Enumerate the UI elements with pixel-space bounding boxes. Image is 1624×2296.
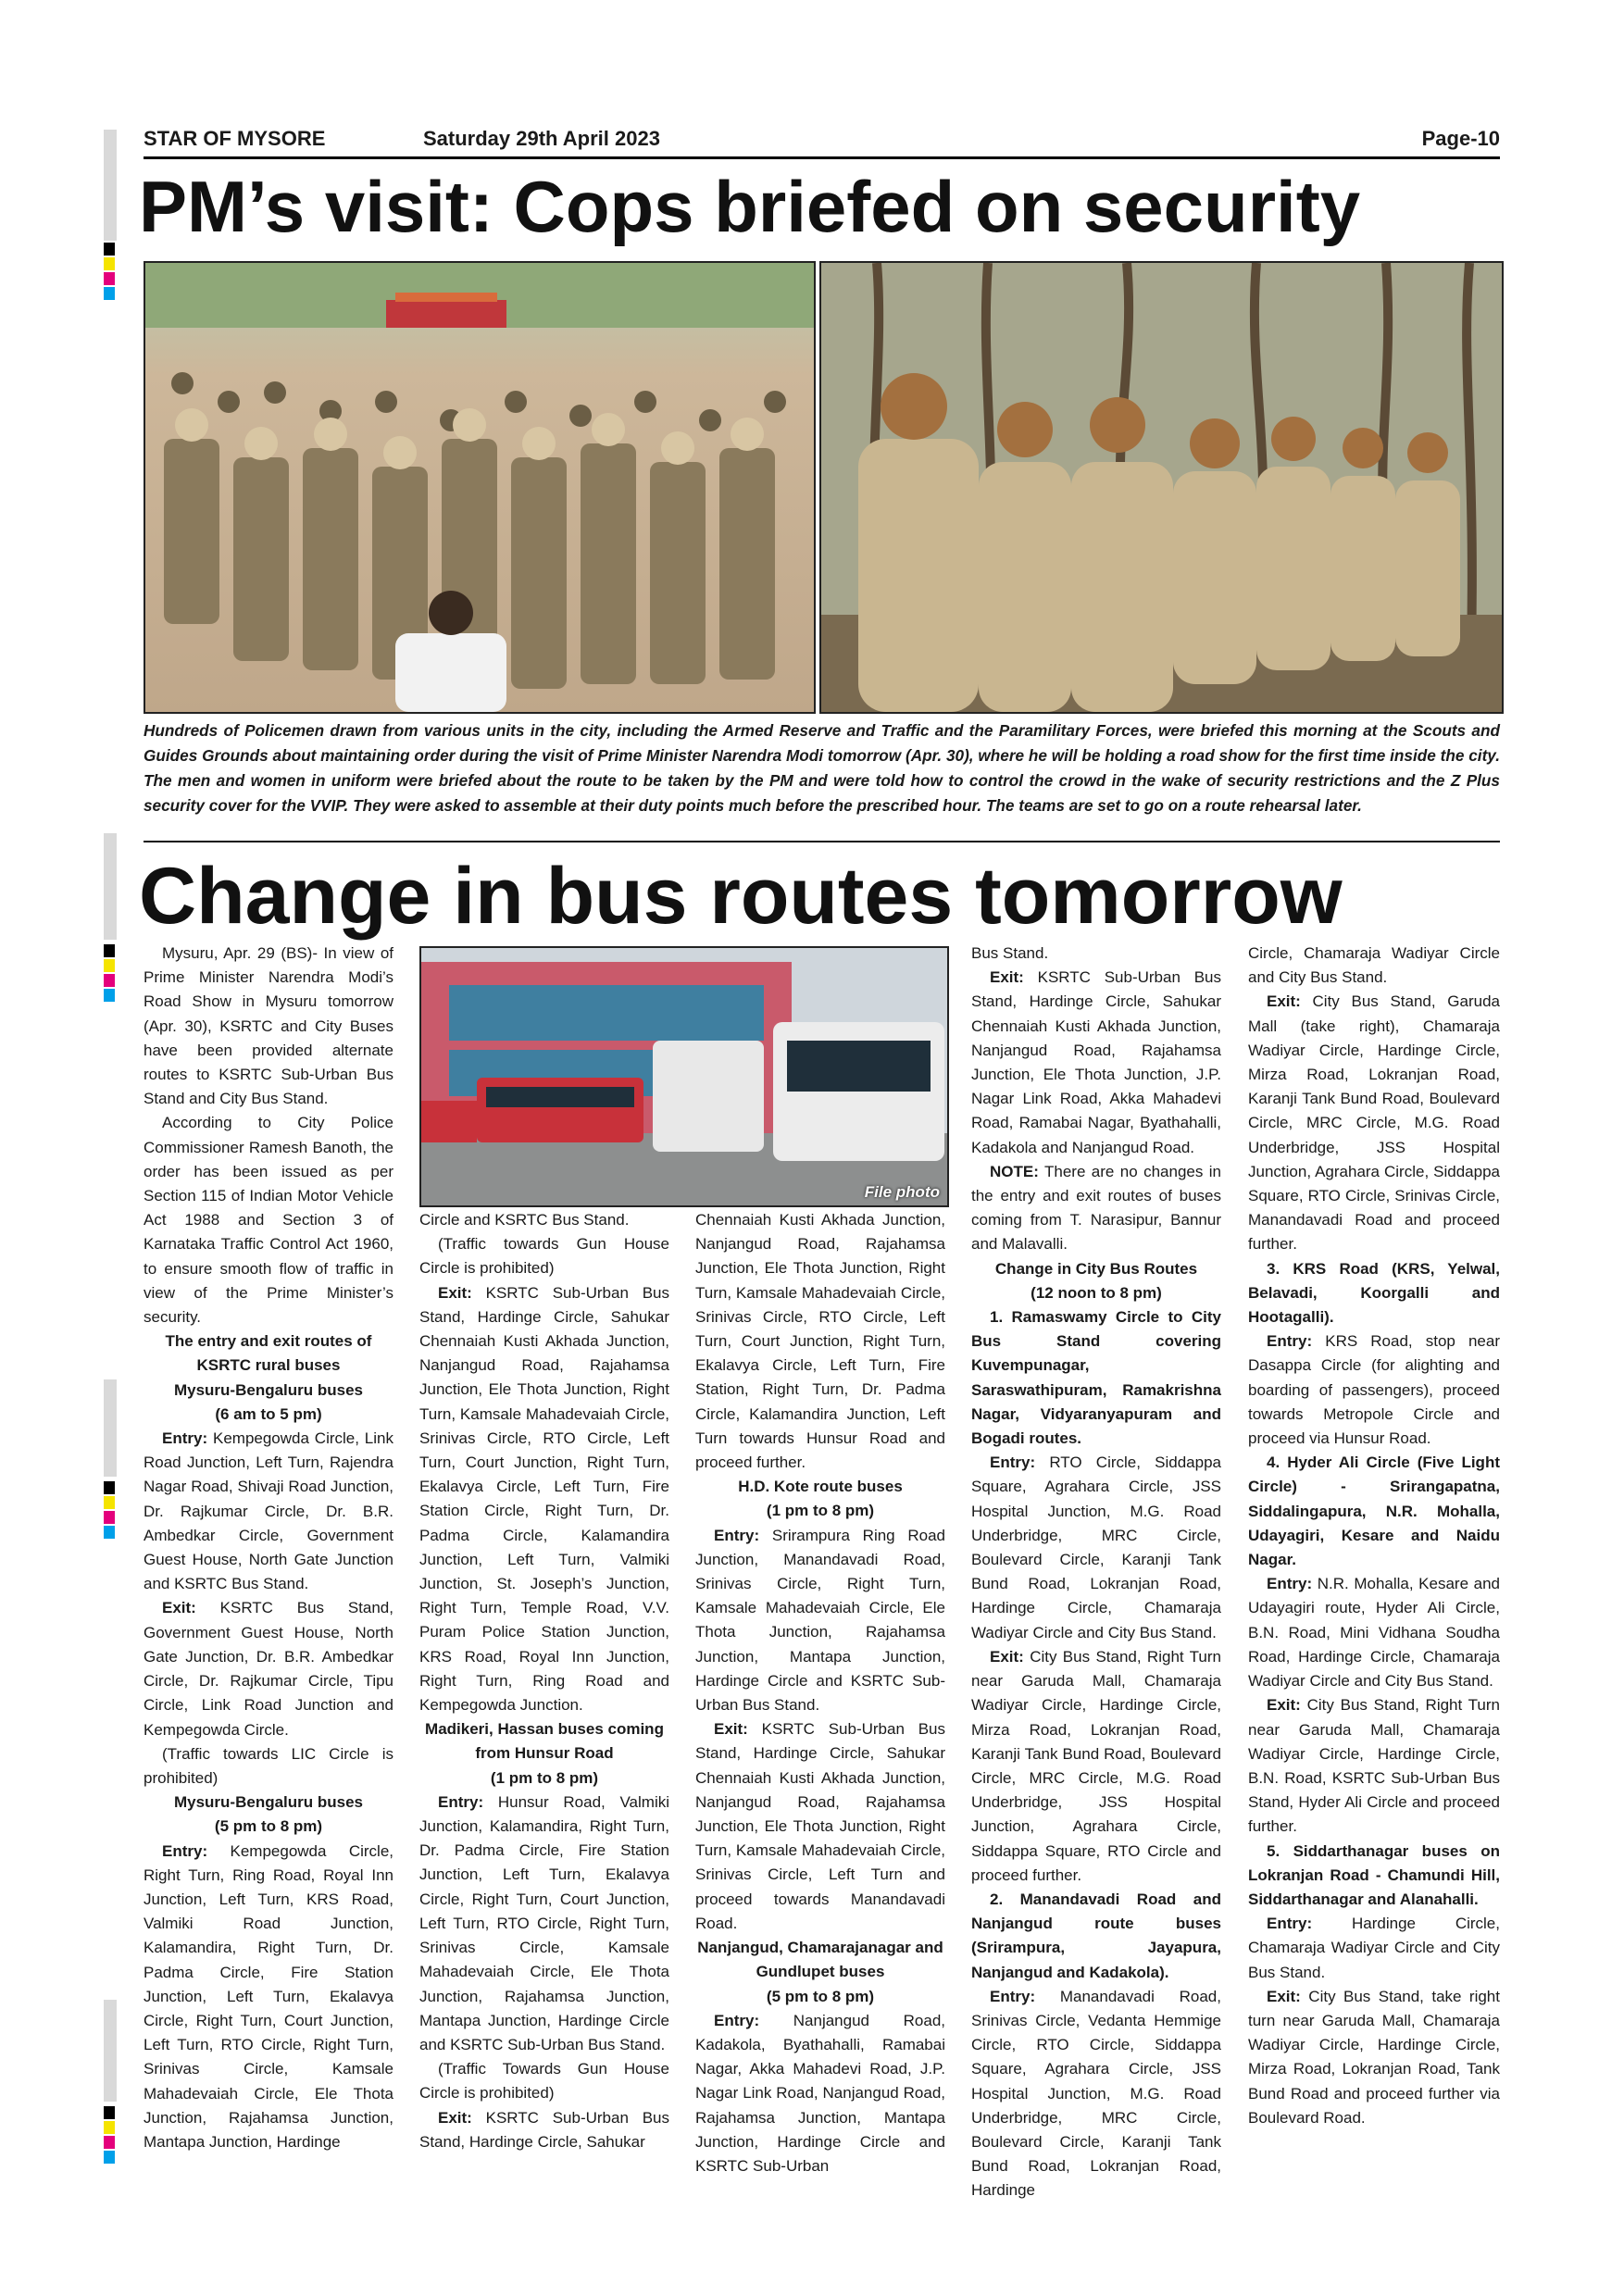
- route-note: (Traffic Towards Gun House Circle is prohibited): [419, 2060, 669, 2103]
- route-heading: 2. Manandavadi Road and Nanjangud route buses (Srirampura, Jayapura, Nanjangud and Kadakola).: [971, 1890, 1221, 1981]
- exit-label: Exit:: [714, 1720, 748, 1739]
- margin-bar: [104, 2000, 117, 2102]
- route-heading: 5. Siddarthanagar buses on Lokranjan Road - Chamundi Hill, Siddarthanagar and Alanahalli.: [1248, 1841, 1500, 1908]
- route-exit: Exit: KSRTC Sub-Urban Bus Stand, Hardinge Circle, Sahukar Chennaiah Kusti Akhada Junction, Nanjangud Road, Rajahamsa Junction, Ele Thota Junction, Right Turn, Kamsale Mahadevaiah Circle, Srinivas Circle, RTO Circle, Left Turn, Court Junction, Right Turn, Ekalavya Circle, Left Turn, Fire Station Circle, Right Turn, Dr. Padma Circle, Kalamandira Junction, Left Turn, Valmiki Junction, St. Joseph’s Junction, Right Turn, Temple Road, V.V. Puram Police Station Junction, KRS Road, Royal Inn Junction, Right Turn, Ring Road and Kempegowda Junction.: [419, 1283, 669, 1715]
- headline-bus-routes: Change in bus routes tomorrow: [139, 852, 1343, 941]
- route-entry: Entry: Kempegowda Circle, Right Turn, Ring Road, Royal Inn Junction, Left Turn, KRS Road, Valmiki Road Junction, Kalamandira, Right Turn, Dr. Padma Circle, Fire Station Junction, Left Turn, Ekalavya Circle, Right Turn, Court Junction, Left Turn, RTO Circle, Right Turn, Srinivas Circle, Kamsale Mahadevaiah Circle, Ele Thota Junction, Rajahamsa Junction, Mantapa Junction, Hardinge: [144, 1841, 394, 2151]
- issue-date: Saturday 29th April 2023: [423, 127, 660, 150]
- route-note: (Traffic towards LIC Circle is prohibited): [144, 1744, 394, 1787]
- exit-label: Exit:: [1267, 992, 1301, 1011]
- reg-mark-yellow: [104, 257, 115, 270]
- route-exit: Exit: City Bus Stand, Garuda Mall (take right), Chamaraja Wadiyar Circle, Hardinge Circle, Mirza Road, Lokranjan Road, Karanji Tank Bund Road, Boulevard Circle, MRC Circle, M.G. Road Underbridge, JSS Hospital Junction, Agrahara Circle, Siddappa Square, RTO Circle, Srinivas Circle, Manandavadi Road and proceed further.: [1248, 992, 1500, 1254]
- route-entry: Entry: N.R. Mohalla, Kesare and Udayagiri route, Hyder Ali Circle, B.N. Road, Mini Vidhana Soudha Road, Hardinge Circle, Chamaraja Wadiyar Circle and City Bus Stand.: [1248, 1575, 1501, 1691]
- article-column-4: [971, 942, 1221, 2203]
- reg-mark-black: [104, 2106, 115, 2119]
- route-note: (Traffic towards Gun House Circle is prohibited): [419, 1235, 669, 1278]
- paragraph: Mysuru, Apr. 29 (BS)- In view of Prime Minister Narendra Modi’s Road Show in Mysuru tomorrow (Apr. 30), KSRTC and City Buses have been provided alternate routes to KSRTC Sub-Urban Bus Stand and City Bus Stand.: [144, 944, 394, 1108]
- reg-mark-magenta: [104, 1511, 115, 1524]
- reg-mark-yellow: [104, 959, 115, 972]
- route-exit: Exit: KSRTC Sub-Urban Bus Stand, Hardinge Circle, Sahukar: [419, 2108, 669, 2151]
- entry-label: Entry:: [1267, 1915, 1313, 1933]
- time-window: (6 am to 5 pm): [215, 1404, 322, 1423]
- route-exit: Exit: KSRTC Bus Stand, Government Guest House, North Gate Junction, Dr. B.R. Ambedkar Circle, Dr. Rajkumar Circle, Tipu Circle, Link Road Junction and Kempegowda Circle.: [144, 1599, 394, 1739]
- photo-credit: File photo: [864, 1183, 940, 1201]
- subheading: Madikeri, Hassan buses coming from Hunsur Road: [425, 1720, 664, 1763]
- photo-bus-stand: [419, 946, 949, 1207]
- paragraph: According to City Police Commissioner Ramesh Banoth, the order has been issued as per Section 115 of Indian Motor Vehicle Act 1988 and Section 3 of Karnataka Traffic Control Act 1960, to ensure smooth flow of traffic in view of the Prime Minister’s security.: [144, 1114, 394, 1327]
- route-exit: Exit: City Bus Stand, Right Turn near Garuda Mall, Chamaraja Wadiyar Circle, Hardinge Circle, B.N. Road, KSRTC Sub-Urban Bus Stand, Hyder Ali Circle and proceed further.: [1248, 1696, 1500, 1836]
- reg-mark-magenta: [104, 2136, 115, 2149]
- time-window: (5 pm to 8 pm): [214, 1817, 323, 1836]
- route-entry: Entry: Srirampura Ring Road Junction, Manandavadi Road, Srinivas Circle, Right Turn, Kamsale Mahadevaiah Circle, Ele Thota Junction, Rajahamsa Junction, Mantapa Junction, Hardinge Circle and KSRTC Sub-Urban Bus Stand.: [695, 1526, 945, 1715]
- exit-label: Exit:: [1267, 1987, 1301, 2005]
- exit-label: Exit:: [162, 1599, 196, 1617]
- exit-label: Exit:: [438, 1283, 472, 1302]
- reg-mark-yellow: [104, 2121, 115, 2134]
- reg-mark-cyan: [104, 2151, 115, 2164]
- note-label: NOTE:: [990, 1162, 1039, 1180]
- headline-security: PM’s visit: Cops briefed on security: [139, 166, 1361, 247]
- exit-label: Exit:: [990, 968, 1024, 987]
- entry-label: Entry:: [162, 1841, 208, 1860]
- route-entry: Entry: Hunsur Road, Valmiki Junction, Kalamandira, Right Turn, Dr. Padma Circle, Fire Station Junction, Left Turn, Ekalavya Circle, Right Turn, Court Junction, Left Turn, RTO Circle, Right Turn, Srinivas Circle, Kamsale Mahadevaiah Circle, Ele Thota Junction, Rajahamsa Junction, Mantapa Junction, Hardinge Circle and KSRTC Sub-Urban Bus Stand.: [419, 1792, 669, 2053]
- reg-mark-magenta: [104, 974, 115, 987]
- reg-mark-cyan: [104, 989, 115, 1002]
- route-heading: 1. Ramaswamy Circle to City Bus Stand covering Kuvempunagar, Saraswathipuram, Ramakrishna Nagar, Vidyaranyapuram and Bogadi routes.: [971, 1308, 1221, 1448]
- article-column-5: [1248, 942, 1500, 2130]
- margin-bar: [104, 1379, 117, 1477]
- route-heading: 4. Hyder Ali Circle (Five Light Circle) - Srirangapatna, Siddalingapura, N.R. Mohalla, Udayagiri, Kesare and Naidu Nagar.: [1248, 1454, 1500, 1569]
- entry-label: Entry:: [438, 1792, 484, 1811]
- paragraph: Circle and KSRTC Bus Stand.: [419, 1211, 630, 1229]
- paragraph: Bus Stand.: [971, 944, 1049, 962]
- margin-bar: [104, 130, 117, 241]
- entry-label: Entry:: [990, 1987, 1036, 2005]
- route-exit: Exit: City Bus Stand, Right Turn near Garuda Mall, Chamaraja Wadiyar Circle, Hardinge Circle, Mirza Road, Lokranjan Road, Karanji Tank Bund Road, Boulevard Circle, MRC Circle, M.G. Road Underbridge, JSS Hospital Junction, Agrahara Circle, Siddappa Square, RTO Circle and proceed further.: [971, 1647, 1221, 1884]
- subheading: Mysuru-Bengaluru buses: [173, 1793, 364, 1812]
- exit-label: Exit:: [990, 1647, 1024, 1666]
- subheading: Mysuru-Bengaluru buses: [173, 1380, 364, 1399]
- article-column-2: [419, 1208, 669, 2154]
- entry-label: Entry:: [162, 1429, 208, 1448]
- photo-caption: Hundreds of Policemen drawn from various units in the city, including the Armed Reserve and Traffic and the Paramilitary Forces, were briefed this morning at the Scouts and Guides Grounds about maintaining order during the visit of Prime Minister Narendra Modi tomorrow (Apr. 30), where he will be holding a road show for the first time inside the city. The men and women in uniform were briefed about the route to be taken by the PM and were told how to control the crowd in the wake of security restrictions and the Z Plus security cover for the VVIP. They were asked to assemble at their duty points much before the prescribed hour. The teams are set to go on a route rehearsal later.: [144, 721, 1500, 815]
- reg-mark-magenta: [104, 272, 115, 285]
- entry-label: Entry:: [1267, 1332, 1313, 1351]
- exit-label: Exit:: [1267, 1696, 1301, 1715]
- route-heading: 3. KRS Road (KRS, Yelwal, Belavadi, Koorgalli and Hootagalli).: [1248, 1259, 1500, 1327]
- reg-mark-black: [104, 243, 115, 256]
- time-window: (12 noon to 8 pm): [1031, 1283, 1162, 1302]
- time-window: (1 pm to 8 pm): [490, 1768, 599, 1787]
- page-number: Page-10: [1421, 127, 1500, 150]
- route-exit: Exit: KSRTC Sub-Urban Bus Stand, Hardinge Circle, Sahukar Chennaiah Kusti Akhada Junction, Nanjangud Road, Rajahamsa Junction, Ele Thota Junction, Right Turn, Kamsale Mahadevaiah Circle, Srinivas Circle, Left Turn and proceed towards Manandavadi Road.: [695, 1720, 945, 1932]
- photo-police-grounds: [144, 261, 816, 714]
- route-entry: Entry: KRS Road, stop near Dasappa Circle (for alighting and boarding of passengers), proceed towards Metropole Circle and proceed via Hunsur Road.: [1248, 1332, 1500, 1448]
- paragraph: Circle, Chamaraja Wadiyar Circle and City Bus Stand.: [1248, 944, 1500, 987]
- reg-mark-black: [104, 1481, 115, 1494]
- photo-women-police: [819, 261, 1504, 714]
- section-rule: [144, 841, 1500, 842]
- subheading: Nanjangud, Chamarajanagar and Gundlupet buses: [697, 1939, 943, 1981]
- reg-mark-black: [104, 944, 115, 957]
- paper-name: STAR OF MYSORE: [144, 127, 326, 150]
- time-window: (5 pm to 8 pm): [766, 1987, 875, 2005]
- route-entry: Entry: RTO Circle, Siddappa Square, Agrahara Circle, JSS Hospital Junction, M.G. Road Underbridge, MRC Circle, Boulevard Circle, Karanji Tank Bund Road, Lokranjan Road, Hardinge Circle, Chamaraja Wadiyar Circle and City Bus Stand.: [971, 1454, 1221, 1641]
- reg-mark-cyan: [104, 1526, 115, 1539]
- entry-label: Entry:: [1267, 1575, 1313, 1593]
- route-exit: Exit: City Bus Stand, take right turn near Garuda Mall, Chamaraja Wadiyar Circle, Hardinge Circle, Mirza Road, Lokranjan Road, Tank Bund Road and proceed further via Boulevard Road.: [1248, 1987, 1500, 2127]
- entry-label: Entry:: [990, 1454, 1036, 1472]
- route-entry: Entry: Manandavadi Road, Srinivas Circle, Vedanta Hemmige Circle, RTO Circle, Siddappa Square, Agrahara Circle, JSS Hospital Junction, M.G. Road Underbridge, MRC Circle, Boulevard Circle, Karanji Tank Bund Road, Lokranjan Road, Hardinge: [971, 1987, 1221, 2200]
- page-header: [144, 125, 1500, 159]
- subheading: H.D. Kote route buses: [738, 1478, 903, 1496]
- reg-mark-yellow: [104, 1496, 115, 1509]
- article-column-3: [695, 1208, 945, 2178]
- entry-label: Entry:: [714, 2011, 760, 2029]
- subheading: The entry and exit routes of KSRTC rural buses: [165, 1332, 372, 1375]
- route-entry: Entry: Hardinge Circle, Chamaraja Wadiyar Circle and City Bus Stand.: [1248, 1915, 1500, 1981]
- article-column-1: [144, 942, 394, 2154]
- margin-bar: [104, 833, 117, 940]
- subheading: Change in City Bus Routes: [994, 1259, 1198, 1278]
- exit-label: Exit:: [438, 2108, 472, 2127]
- entry-label: Entry:: [714, 1526, 760, 1544]
- route-entry: Entry: Kempegowda Circle, Link Road Junction, Left Turn, Rajendra Nagar Road, Shivaji Road Junction, Dr. Rajkumar Circle, Dr. B.R. Ambedkar Circle, Government Guest House, North Gate Junction and KSRTC Bus Stand.: [144, 1429, 394, 1593]
- paragraph: Chennaiah Kusti Akhada Junction, Nanjangud Road, Rajahamsa Junction, Ele Thota Junction, Right Turn, Kamsale Mahadevaiah Circle, Srinivas Circle, RTO Circle, Left Turn, Court Junction, Right Turn, Ekalavya Circle, Left Turn, Fire Station, Right Turn, Dr. Padma Circle, Kalamandira Junction, Left Turn towards Hunsur Road and proceed further.: [695, 1211, 945, 1472]
- reg-mark-cyan: [104, 287, 115, 300]
- route-note: NOTE: There are no changes in the entry and exit routes of buses coming from T. Narasipur, Bannur and Malavalli.: [971, 1162, 1221, 1254]
- route-entry: Entry: Nanjangud Road, Kadakola, Byathahalli, Ramabai Nagar, Akka Mahadevi Road, J.P. Nagar Link Road, Nanjangud Road, Rajahamsa Junction, Mantapa Junction, Hardinge Circle and KSRTC Sub-Urban: [695, 2011, 945, 2175]
- time-window: (1 pm to 8 pm): [766, 1502, 875, 1520]
- route-exit: Exit: KSRTC Sub-Urban Bus Stand, Hardinge Circle, Sahukar Chennaiah Kusti Akhada Junction, Nanjangud Road, Rajahamsa Junction, Ele Thota Junction, J.P. Nagar Link Road, Akka Mahadevi Road, Ramabai Nagar, Byathahalli, Kadakola and Nanjangud Road.: [971, 968, 1221, 1156]
